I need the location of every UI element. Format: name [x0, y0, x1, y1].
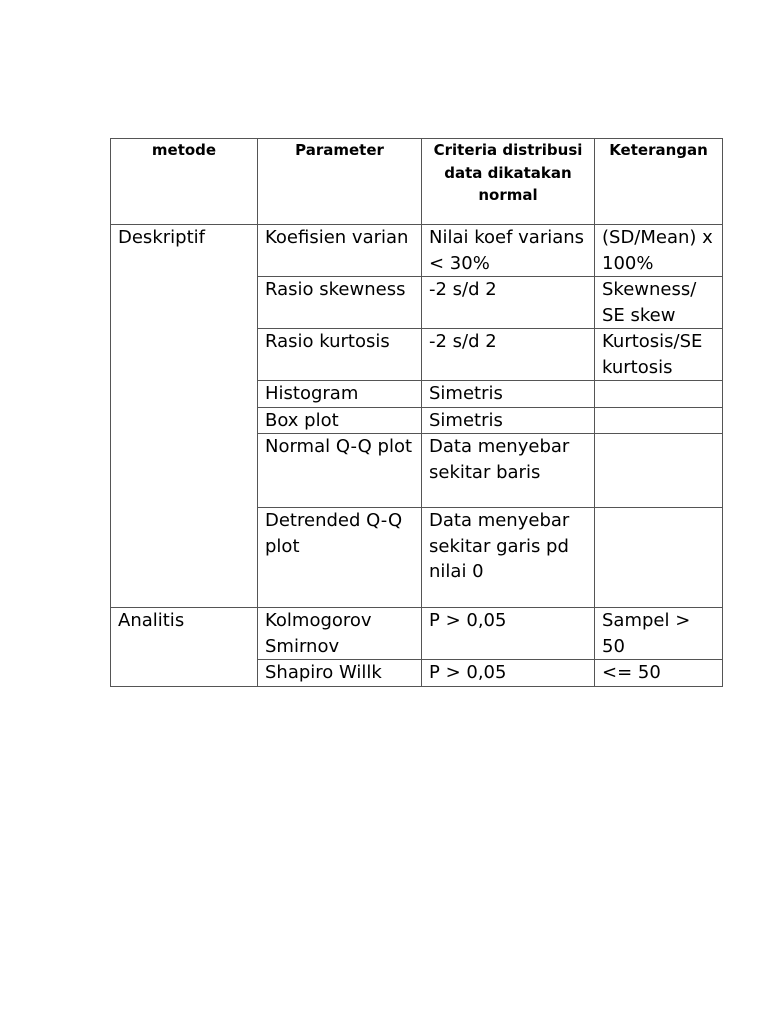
criteria-cell: Data menyebar sekitar garis pd nilai 0: [422, 508, 595, 608]
parameter-cell: Koefisien varian: [258, 225, 422, 277]
parameter-cell: Shapiro Willk: [258, 660, 422, 687]
header-metode: metode: [111, 139, 258, 225]
parameter-cell: Detrended Q-Q plot: [258, 508, 422, 608]
keterangan-cell: [595, 508, 723, 608]
criteria-cell: Nilai koef varians < 30%: [422, 225, 595, 277]
table-row: [111, 608, 723, 660]
criteria-cell: Simetris: [422, 381, 595, 408]
criteria-cell: -2 s/d 2: [422, 329, 595, 381]
keterangan-cell: [595, 407, 723, 434]
header-parameter: Parameter: [258, 139, 422, 225]
parameter-cell: Rasio kurtosis: [258, 329, 422, 381]
criteria-cell: P > 0,05: [422, 660, 595, 687]
keterangan-cell: Skewness/ SE skew: [595, 277, 723, 329]
parameter-cell: Rasio skewness: [258, 277, 422, 329]
parameter-cell: Kolmogorov Smirnov: [258, 608, 422, 660]
criteria-cell: Simetris: [422, 407, 595, 434]
table-header-row: [111, 139, 723, 225]
criteria-cell: -2 s/d 2: [422, 277, 595, 329]
keterangan-cell: Sampel > 50: [595, 608, 723, 660]
keterangan-cell: Kurtosis/SE kurtosis: [595, 329, 723, 381]
table-row: [111, 225, 723, 277]
group-analitis: Analitis: [111, 608, 258, 687]
criteria-cell: Data menyebar sekitar baris: [422, 434, 595, 508]
keterangan-cell: (SD/Mean) x 100%: [595, 225, 723, 277]
keterangan-cell: <= 50: [595, 660, 723, 687]
normality-test-table: [110, 138, 723, 687]
header-keterangan: Keterangan: [595, 139, 723, 225]
keterangan-cell: [595, 381, 723, 408]
parameter-cell: Box plot: [258, 407, 422, 434]
parameter-cell: Histogram: [258, 381, 422, 408]
parameter-cell: Normal Q-Q plot: [258, 434, 422, 508]
header-criteria: Criteria distribusi data dikatakan normal: [422, 139, 595, 225]
group-deskriptif: Deskriptif: [111, 225, 258, 608]
keterangan-cell: [595, 434, 723, 508]
criteria-cell: P > 0,05: [422, 608, 595, 660]
